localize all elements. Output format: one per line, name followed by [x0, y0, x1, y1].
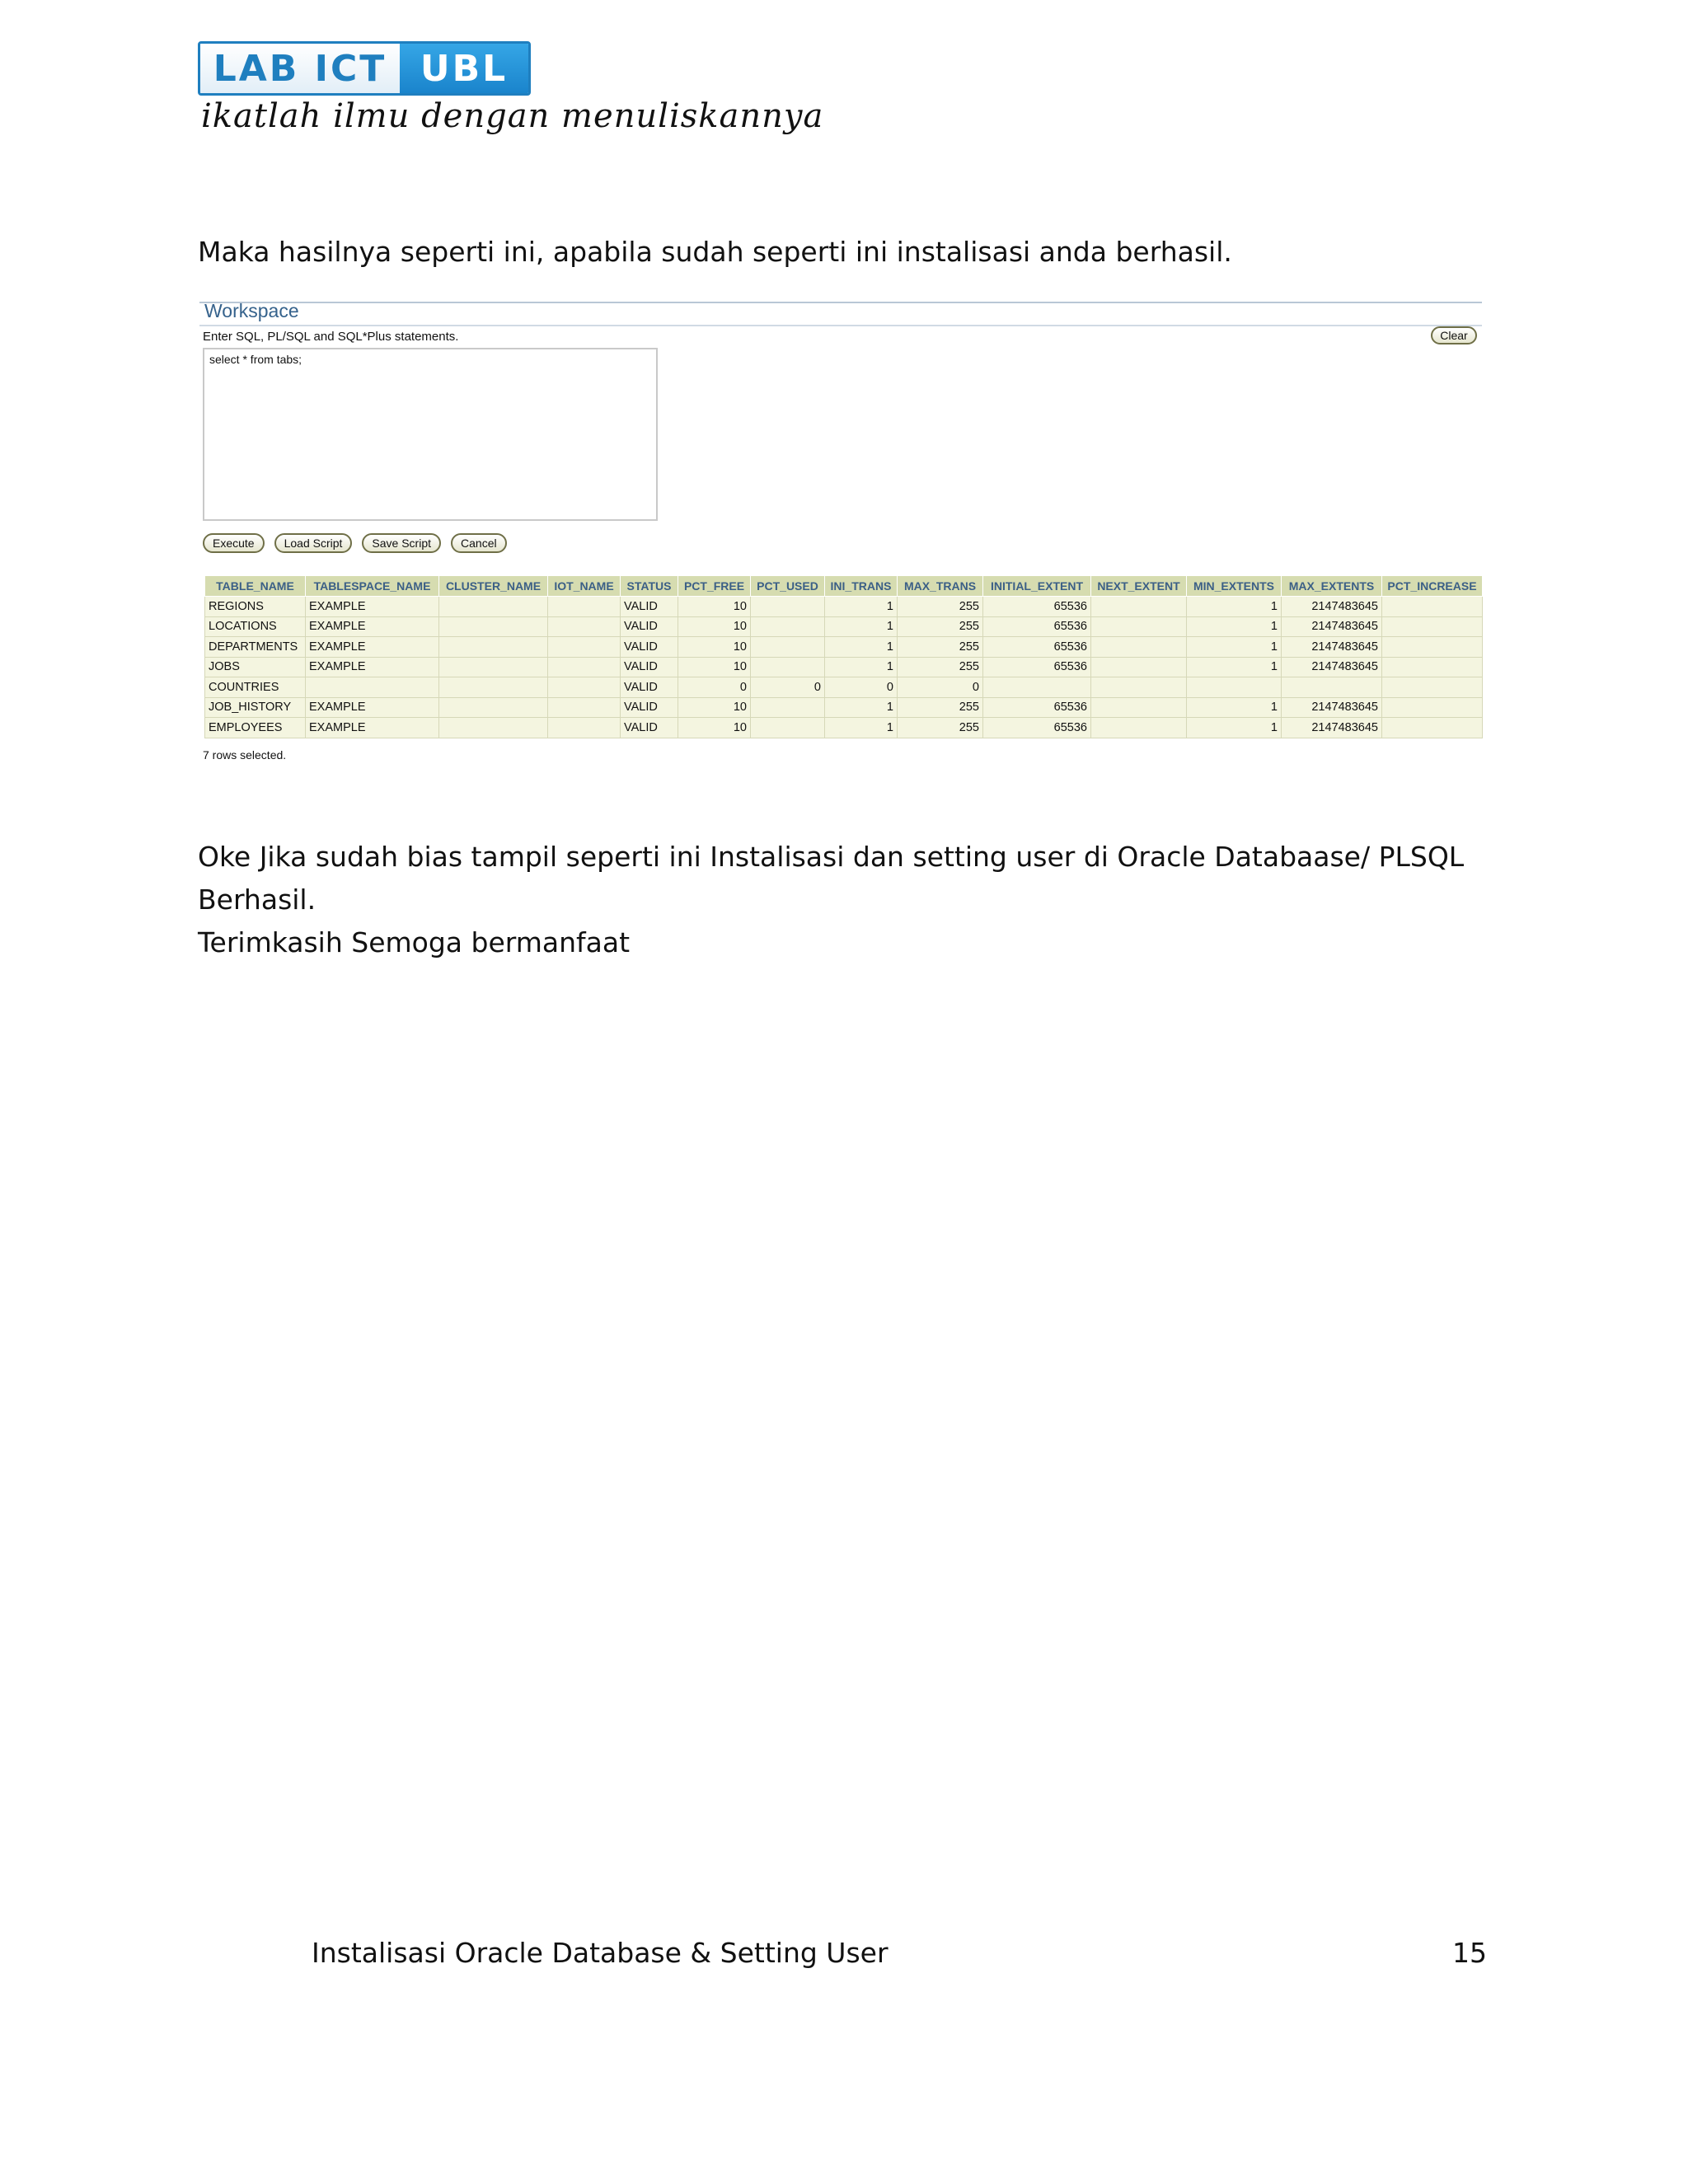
- table-cell: 10: [678, 637, 751, 658]
- table-cell: JOB_HISTORY: [205, 697, 306, 718]
- closing-line-2: Terimkasih Semoga bermanfaat: [198, 926, 631, 958]
- clear-button[interactable]: Clear: [1431, 326, 1477, 344]
- table-cell: EXAMPLE: [306, 718, 439, 738]
- table-cell: 65536: [983, 718, 1091, 738]
- results-header-row: [205, 576, 1483, 597]
- table-cell: [751, 697, 825, 718]
- table-cell: 1: [825, 718, 898, 738]
- table-cell: [1382, 657, 1483, 677]
- table-cell: [751, 597, 825, 617]
- column-header-pct-increase: PCT_INCREASE: [1382, 576, 1483, 597]
- table-cell: 0: [678, 677, 751, 698]
- table-cell: [548, 697, 621, 718]
- table-cell: 1: [1187, 718, 1282, 738]
- table-row: [205, 657, 1483, 677]
- table-cell: [1382, 697, 1483, 718]
- table-cell: 0: [898, 677, 983, 698]
- table-cell: EXAMPLE: [306, 697, 439, 718]
- table-cell: EMPLOYEES: [205, 718, 306, 738]
- table-cell: [439, 697, 548, 718]
- table-cell: [751, 637, 825, 658]
- table-cell: 2147483645: [1282, 657, 1382, 677]
- table-cell: 10: [678, 657, 751, 677]
- table-cell: 10: [678, 616, 751, 637]
- table-cell: EXAMPLE: [306, 597, 439, 617]
- table-cell: [1382, 637, 1483, 658]
- table-cell: EXAMPLE: [306, 637, 439, 658]
- workspace-button-row: [203, 533, 507, 553]
- table-cell: [548, 718, 621, 738]
- column-header-iot-name: IOT_NAME: [548, 576, 621, 597]
- table-cell: [1091, 697, 1187, 718]
- table-cell: [1091, 637, 1187, 658]
- intro-paragraph: Maka hasilnya seperti ini, apabila sudah seperti ini instalisasi anda berhasil.: [198, 236, 1232, 268]
- table-cell: [439, 657, 548, 677]
- table-cell: 2147483645: [1282, 616, 1382, 637]
- table-cell: 255: [898, 657, 983, 677]
- table-row: [205, 677, 1483, 698]
- column-header-tablespace-name: TABLESPACE_NAME: [306, 576, 439, 597]
- closing-line-1: Oke Jika sudah bias tampil seperti ini Instalisasi dan setting user di Oracle Databaase/ PLSQL Berhasil.: [198, 841, 1465, 916]
- table-cell: 10: [678, 597, 751, 617]
- table-row: [205, 697, 1483, 718]
- column-header-next-extent: NEXT_EXTENT: [1091, 576, 1187, 597]
- table-cell: VALID: [621, 697, 678, 718]
- load-script-button[interactable]: Load Script: [274, 533, 353, 553]
- table-cell: 0: [825, 677, 898, 698]
- table-row: [205, 718, 1483, 738]
- workspace-top-rule: [199, 302, 1482, 303]
- column-header-max-extents: MAX_EXTENTS: [1282, 576, 1382, 597]
- table-cell: [1091, 616, 1187, 637]
- table-cell: 255: [898, 697, 983, 718]
- workspace-bottom-rule: [199, 325, 1482, 326]
- table-cell: 0: [751, 677, 825, 698]
- table-cell: [548, 616, 621, 637]
- table-cell: [1382, 616, 1483, 637]
- table-cell: 1: [825, 597, 898, 617]
- table-cell: 65536: [983, 597, 1091, 617]
- column-header-table-name: TABLE_NAME: [205, 576, 306, 597]
- table-cell: DEPARTMENTS: [205, 637, 306, 658]
- logo-text-right: UBL: [400, 44, 528, 93]
- table-cell: [548, 597, 621, 617]
- table-cell: [751, 657, 825, 677]
- table-cell: VALID: [621, 677, 678, 698]
- table-cell: EXAMPLE: [306, 657, 439, 677]
- table-cell: 2147483645: [1282, 718, 1382, 738]
- column-header-initial-extent: INITIAL_EXTENT: [983, 576, 1091, 597]
- table-cell: REGIONS: [205, 597, 306, 617]
- table-cell: 255: [898, 616, 983, 637]
- table-cell: 255: [898, 718, 983, 738]
- table-cell: LOCATIONS: [205, 616, 306, 637]
- column-header-min-extents: MIN_EXTENTS: [1187, 576, 1282, 597]
- table-cell: [439, 637, 548, 658]
- column-header-pct-used: PCT_USED: [751, 576, 825, 597]
- table-cell: VALID: [621, 657, 678, 677]
- table-cell: [1382, 677, 1483, 698]
- table-cell: 255: [898, 597, 983, 617]
- table-cell: 10: [678, 718, 751, 738]
- table-cell: [439, 718, 548, 738]
- table-cell: [1091, 677, 1187, 698]
- column-header-cluster-name: CLUSTER_NAME: [439, 576, 548, 597]
- table-cell: 1: [1187, 697, 1282, 718]
- sql-editor[interactable]: select * from tabs;: [203, 348, 658, 521]
- cancel-button[interactable]: Cancel: [451, 533, 507, 553]
- workspace-instructions: Enter SQL, PL/SQL and SQL*Plus statements.: [203, 330, 459, 344]
- lab-ict-ubl-logo: [198, 41, 531, 96]
- column-header-pct-free: PCT_FREE: [678, 576, 751, 597]
- table-cell: [548, 677, 621, 698]
- table-cell: [306, 677, 439, 698]
- table-cell: [1187, 677, 1282, 698]
- table-cell: EXAMPLE: [306, 616, 439, 637]
- table-cell: [1282, 677, 1382, 698]
- table-cell: VALID: [621, 718, 678, 738]
- workspace-title: Workspace: [204, 300, 299, 321]
- table-cell: 1: [1187, 657, 1282, 677]
- table-cell: [1382, 597, 1483, 617]
- table-cell: VALID: [621, 616, 678, 637]
- table-cell: 65536: [983, 616, 1091, 637]
- table-cell: [1091, 597, 1187, 617]
- results-body: [205, 597, 1483, 738]
- table-cell: [439, 677, 548, 698]
- table-cell: [983, 677, 1091, 698]
- table-cell: [439, 616, 548, 637]
- table-cell: [439, 597, 548, 617]
- table-cell: 1: [1187, 637, 1282, 658]
- table-cell: [1091, 657, 1187, 677]
- footer-title: Instalisasi Oracle Database & Setting User: [312, 1937, 889, 1969]
- column-header-max-trans: MAX_TRANS: [898, 576, 983, 597]
- table-cell: 1: [825, 637, 898, 658]
- table-cell: 2147483645: [1282, 637, 1382, 658]
- header-tagline: ikatlah ilmu dengan menuliskannya: [201, 97, 824, 135]
- table-cell: 1: [1187, 597, 1282, 617]
- page-number: 15: [1452, 1937, 1487, 1969]
- closing-paragraph: [198, 836, 1517, 964]
- table-cell: 1: [825, 697, 898, 718]
- execute-button[interactable]: Execute: [203, 533, 265, 553]
- table-cell: 65536: [983, 697, 1091, 718]
- table-cell: JOBS: [205, 657, 306, 677]
- table-cell: 65536: [983, 637, 1091, 658]
- results-table: [204, 575, 1483, 738]
- table-cell: 10: [678, 697, 751, 718]
- table-cell: [548, 657, 621, 677]
- table-cell: [548, 637, 621, 658]
- rows-selected-status: 7 rows selected.: [203, 748, 287, 762]
- table-cell: 1: [825, 657, 898, 677]
- table-row: [205, 597, 1483, 617]
- column-header-status: STATUS: [621, 576, 678, 597]
- table-cell: VALID: [621, 637, 678, 658]
- table-cell: [751, 718, 825, 738]
- logo-text-left: LAB ICT: [200, 44, 400, 93]
- table-row: [205, 637, 1483, 658]
- table-cell: [751, 616, 825, 637]
- table-cell: 2147483645: [1282, 597, 1382, 617]
- table-row: [205, 616, 1483, 637]
- table-cell: [1382, 718, 1483, 738]
- table-cell: [1091, 718, 1187, 738]
- save-script-button[interactable]: Save Script: [362, 533, 441, 553]
- table-cell: COUNTRIES: [205, 677, 306, 698]
- table-cell: 255: [898, 637, 983, 658]
- table-cell: 65536: [983, 657, 1091, 677]
- table-cell: VALID: [621, 597, 678, 617]
- table-cell: 1: [1187, 616, 1282, 637]
- column-header-ini-trans: INI_TRANS: [825, 576, 898, 597]
- table-cell: 1: [825, 616, 898, 637]
- table-cell: 2147483645: [1282, 697, 1382, 718]
- workspace-screenshot: [199, 297, 1482, 775]
